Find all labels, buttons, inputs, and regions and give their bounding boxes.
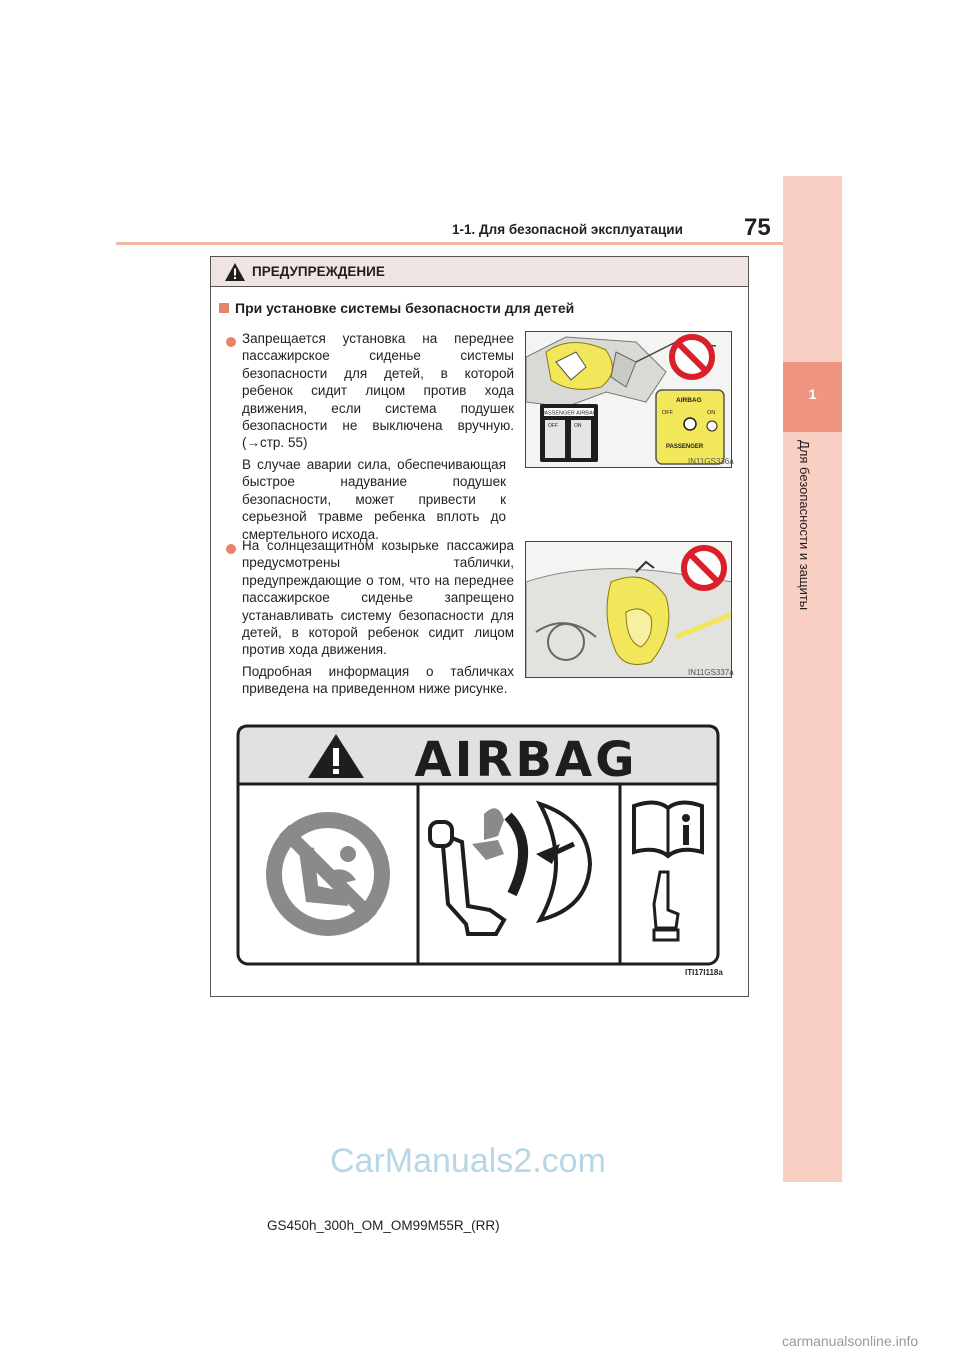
fig-switch-off-label: OFF [662, 410, 673, 416]
page-number: 75 [744, 214, 771, 241]
fig-off-label: OFF [548, 423, 558, 429]
item1-note: В случае аварии сила, обеспечивающая быстрое надувание подушек безопасности, может привести к серьезной травме ребенка вплоть до смертельного исхода. [242, 457, 506, 542]
figure2-code: IN11GS337a [688, 668, 734, 677]
watermark-corner: carmanualsonline.info [782, 1333, 919, 1349]
header-rule [116, 242, 784, 245]
prohibited-child-seat-icon [266, 812, 390, 936]
fig-passenger-label: PASSENGER [666, 444, 704, 450]
label-figure-code: ITI17I118a [685, 968, 723, 977]
fig-passenger-airbag-label: PASSENGER AIRBAG [541, 410, 597, 417]
subheading-text: При установке системы безопасности для детей [235, 300, 575, 316]
item2-text: На солнцезащитном козырьке пассажира предусмотрены таблички, предупреждающие о том, что на переднее пассажирское сиденье запрещено устанавливать систему безопасности для детей, в которой ребенок сидит лицом против хода движения. [242, 538, 514, 658]
chapter-number: 1 [808, 386, 817, 402]
warning-subheading [219, 300, 574, 316]
figure-visor-warning-label [525, 541, 732, 678]
warning-triangle-icon [224, 262, 246, 282]
square-bullet-icon [219, 303, 229, 313]
watermark-main: CarManuals2.com [330, 1142, 606, 1180]
chapter-side-tab [783, 176, 842, 1182]
item1-text: Запрещается установка на переднее пассажирское сиденье системы безопасности для детей, в которой ребенок сидит лицом против хода движения, если система подушек безопасности не выключена вручную. (→стр. 55) [242, 331, 514, 451]
bullet-icon [226, 544, 236, 554]
figure-rear-facing-seat-prohibited [525, 331, 732, 468]
figure1-code: IN11GS336a [688, 457, 734, 466]
fig-airbag-label: AIRBAG [676, 397, 702, 404]
label-heading: AIRBAG [414, 732, 638, 788]
item2-text2: Подробная информация о табличках приведена на приведенном ниже рисунке. [242, 664, 514, 697]
warning-title: ПРЕДУПРЕЖДЕНИЕ [252, 264, 385, 279]
bullet-icon [226, 337, 236, 347]
fig-switch-on-label: ON [707, 410, 716, 416]
section-title: 1-1. Для безопасной эксплуатации [452, 222, 683, 237]
airbag-warning-label [236, 724, 720, 966]
fig-on-label: ON [574, 423, 582, 429]
manual-code: GS450h_300h_OM_OM99M55R_(RR) [267, 1218, 500, 1233]
chapter-title: Для безопасности и защиты [797, 440, 812, 611]
